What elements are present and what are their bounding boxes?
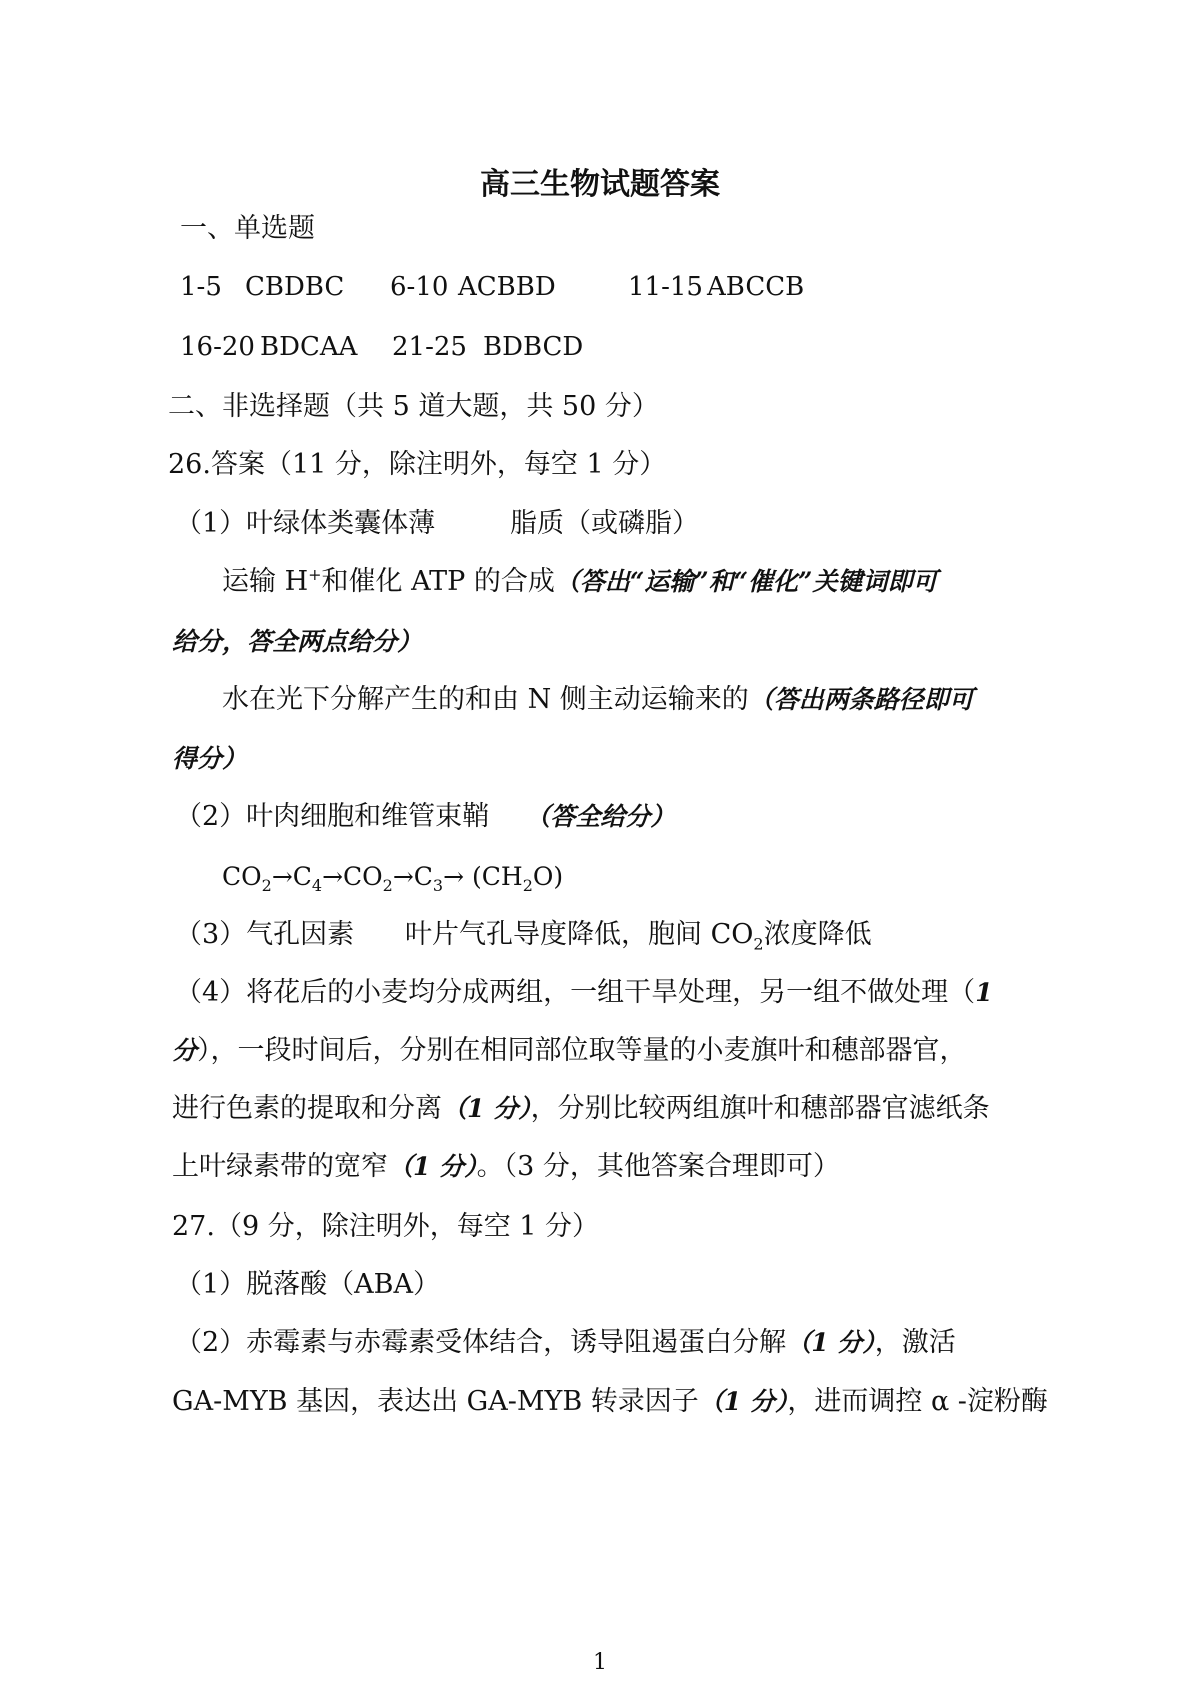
grading-note: （1 分）: [786, 1328, 875, 1357]
section-2-heading: 二、非选择题（共 5 道大题，共 50 分）: [168, 391, 659, 422]
formula-part: O): [532, 862, 564, 891]
q26-p2a-text: （2）叶肉细胞和维管束鞘: [175, 801, 490, 832]
grading-note: （1 分）: [698, 1387, 788, 1416]
q26-p3b-pre: 叶片气孔导度降低，胞间 CO: [405, 919, 754, 950]
grading-note: 1: [975, 978, 993, 1007]
q26-p3b-post: 浓度降低: [763, 919, 872, 950]
formula-part: →C: [392, 862, 433, 891]
formula-sub: 2: [522, 876, 533, 895]
q26-p4-text: 进行色素的提取和分离: [172, 1093, 442, 1124]
q27-part1-answer: （1）脱落酸（ABA）: [175, 1269, 441, 1300]
formula-sub: 2: [753, 934, 764, 954]
q26-p1d-text: 水在光下分解产生的和由 N 侧主动运输来的: [222, 684, 749, 715]
q26-part1-answer-b: 脂质（或磷脂）: [510, 508, 699, 539]
q26-p4-text: 上叶绿素带的宽窄: [172, 1151, 388, 1182]
q27-part2-line1: [175, 1326, 956, 1360]
q26-p4-text: ），一段时间后，分别在相同部位取等量的小麦旗叶和穗部器官，: [197, 1035, 967, 1066]
q26-part4-line4: [172, 1150, 840, 1184]
q26-p4-text: （4）将花后的小麦均分成两组，一组干旱处理，另一组不做处理（: [175, 977, 976, 1008]
q26-p1c-sup: +: [308, 565, 322, 584]
grading-note: 给分，答全两点给分）: [172, 627, 423, 656]
mc-answer: ABCCB: [707, 272, 805, 302]
mc-range: 6-10: [390, 272, 449, 302]
q26-p1c-pre: 运输 H: [222, 566, 309, 597]
q26-part1-answer-c: [222, 565, 937, 599]
section-1-heading: 一、单选题: [180, 213, 315, 244]
formula-sub: 3: [432, 876, 444, 895]
mc-answer: BDBCD: [483, 332, 584, 362]
q26-p1c-post: 和催化 ATP 的合成: [321, 566, 555, 597]
q26-part3-answer-b: [405, 918, 872, 952]
mc-range: 1-5: [180, 272, 222, 302]
q26-p4-text: ，分别比较两组旗叶和穗部器官滤纸条: [530, 1093, 990, 1124]
formula-part: → (CH: [443, 862, 523, 891]
q26-part4-line2: [172, 1034, 967, 1068]
q26-part4-line1: [175, 976, 993, 1010]
grading-note: （答出“运输”和“催化”关键词即可: [554, 567, 938, 596]
q26-part4-line3: [172, 1092, 990, 1126]
mc-range: 11-15: [628, 272, 703, 302]
q26-p4-text: 。（3 分，其他答案合理即可）: [476, 1151, 840, 1182]
mc-answer: CBDBC: [245, 272, 345, 302]
formula-sub: 2: [382, 876, 393, 895]
mc-range: 16-20: [180, 332, 255, 362]
q27-p2-text: ，进而调控 α -淀粉酶: [787, 1386, 1048, 1417]
grading-note: 分: [172, 1036, 198, 1065]
q26-part2-answer-a: [175, 800, 675, 834]
formula-part: →CO: [322, 862, 383, 891]
carbon-pathway-formula: [222, 860, 563, 894]
mc-range: 21-25: [392, 332, 467, 362]
mc-answer: ACBBD: [458, 272, 556, 302]
page-number: 1: [593, 1650, 607, 1675]
formula-sub: 2: [261, 876, 272, 895]
formula-sub: 4: [311, 876, 323, 895]
mc-answer: BDCAA: [260, 332, 358, 362]
grading-note: 得分）: [172, 744, 248, 773]
q27-part2-line2: [172, 1385, 1048, 1419]
grading-note: （答出两条路径即可: [748, 685, 974, 714]
q26-part1-answer-d: [222, 683, 974, 717]
q27-p2-text: （2）赤霉素与赤霉素受体结合，诱导阻遏蛋白分解: [175, 1327, 787, 1358]
formula-part: →C: [271, 862, 312, 891]
q27-p2-text: ，激活: [874, 1327, 956, 1358]
formula-part: CO: [222, 862, 262, 891]
page-title: 高三生物试题答案: [480, 167, 720, 202]
q26-part1-answer-a: （1）叶绿体类囊体薄: [175, 508, 436, 539]
q26-part3-answer-a: （3）气孔因素: [175, 919, 355, 950]
grading-note: （1 分）: [388, 1152, 477, 1181]
q27-header: 27.（9 分，除注明外，每空 1 分）: [172, 1211, 600, 1242]
q26-header: 26.答案（11 分，除注明外，每空 1 分）: [168, 449, 667, 480]
q27-p2-text: GA-MYB 基因，表达出 GA-MYB 转录因子: [172, 1386, 699, 1417]
grading-note: （1 分）: [442, 1094, 531, 1123]
grading-note: （答全给分）: [525, 802, 676, 831]
